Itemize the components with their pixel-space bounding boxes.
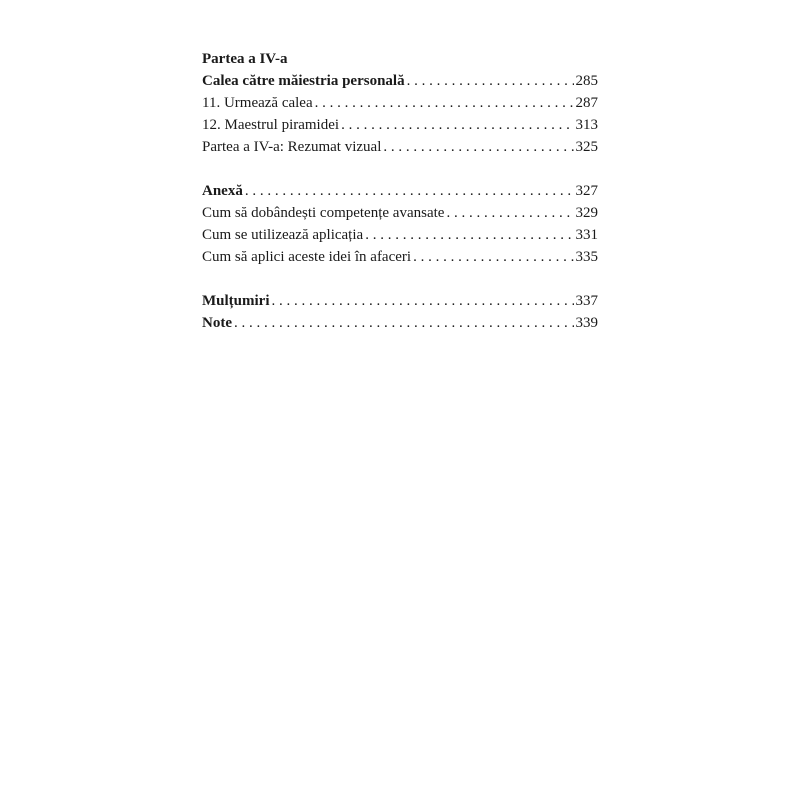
dot-leader	[413, 246, 573, 268]
toc-entry-page: 313	[575, 117, 598, 133]
toc-entry	[202, 224, 598, 246]
toc-entry-title: 11. Urmează calea	[202, 95, 313, 111]
dot-leader	[245, 180, 574, 202]
toc-entry-page: 335	[575, 249, 598, 265]
section-heading: Partea a IV-a	[202, 51, 288, 67]
dot-leader	[383, 136, 573, 158]
dot-leader	[234, 312, 574, 334]
toc-entry-title: 12. Maestrul piramidei	[202, 117, 340, 133]
toc-entry	[202, 312, 598, 334]
dot-leader	[407, 70, 574, 92]
toc-entry-page: 331	[575, 227, 598, 243]
section-spacer	[202, 268, 598, 290]
dot-leader	[341, 114, 573, 136]
table-of-contents	[202, 48, 598, 334]
dot-leader	[315, 92, 574, 114]
toc-entry-title: Cum să aplici aceste idei în afaceri	[202, 249, 412, 265]
toc-entry-page: 337	[575, 293, 598, 309]
toc-entry	[202, 92, 598, 114]
toc-entry-page: 327	[575, 183, 598, 199]
toc-entry	[202, 202, 598, 224]
toc-entry-page: 287	[575, 95, 598, 111]
toc-entry	[202, 246, 598, 268]
toc-entry-title: Calea către măiestria personală	[202, 73, 405, 89]
toc-entry	[202, 290, 598, 312]
section-spacer	[202, 158, 598, 180]
toc-entry-title: Anexă	[202, 183, 243, 199]
toc-entry-title: Cum se utilizează aplicația	[202, 227, 364, 243]
toc-entry-page: 285	[575, 73, 598, 89]
toc-entry-title: Note	[202, 315, 232, 331]
toc-entry-page: 329	[575, 205, 598, 221]
toc-entry	[202, 70, 598, 92]
toc-entry-title: Partea a IV-a: Rezumat vizual	[202, 139, 382, 155]
dot-leader	[272, 290, 574, 312]
toc-entry-page: 325	[575, 139, 598, 155]
dot-leader	[365, 224, 573, 246]
toc-entry	[202, 114, 598, 136]
toc-entry-page: 339	[575, 315, 598, 331]
toc-entry-title: Cum să dobândești competențe avansate	[202, 205, 445, 221]
dot-leader	[446, 202, 573, 224]
toc-entry	[202, 136, 598, 158]
toc-entry	[202, 180, 598, 202]
toc-entry-title: Mulțumiri	[202, 293, 270, 309]
